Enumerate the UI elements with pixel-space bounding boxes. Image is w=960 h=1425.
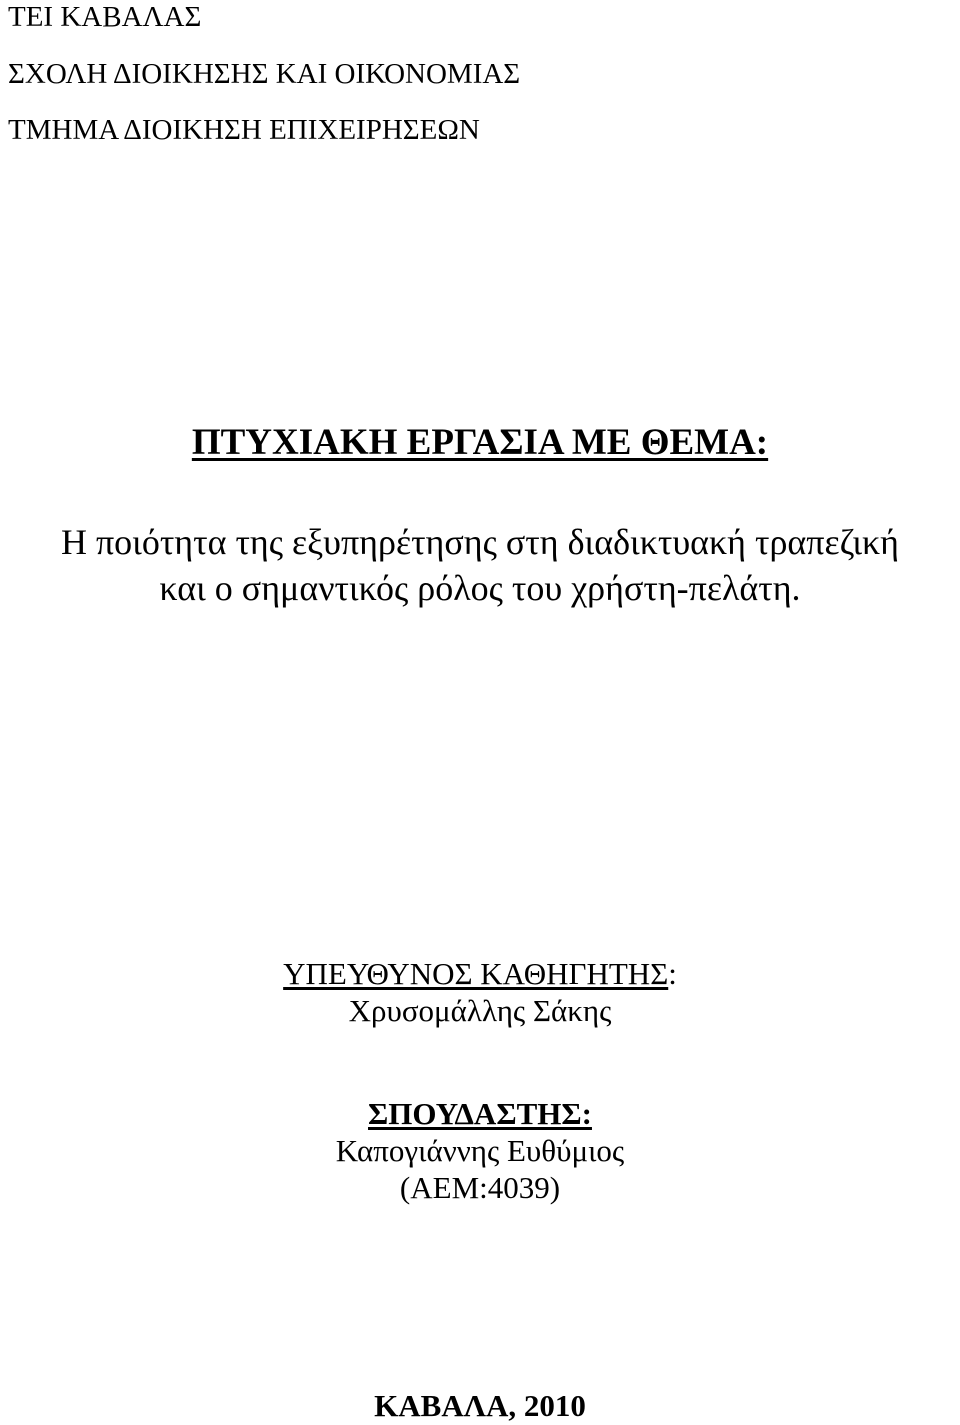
student-label-row <box>0 1098 960 1129</box>
student-name: Καπογιάννης Ευθύμιος <box>335 1133 625 1168</box>
school-name: ΣΧΟΛΗ ΔΙΟΙΚΗΣΗΣ ΚΑΙ ΟΙΚΟΝΟΜΙΑΣ <box>8 58 521 90</box>
supervisor-name: Χρυσομάλλης Σάκης <box>348 993 612 1028</box>
student-aem: (ΑΕΜ:4039) <box>399 1170 561 1205</box>
supervisor-label-colon: : <box>668 956 677 991</box>
thesis-subject-line-2: και ο σημαντικός ρόλος του χρήστη-πελάτη. <box>159 568 801 608</box>
student-label: ΣΠΟΥΔΑΣΤΗΣ: <box>368 1096 592 1131</box>
place-and-year: ΚΑΒΑΛΑ, 2010 <box>374 1388 586 1423</box>
thesis-heading: ΠΤΥΧΙΑΚΗ ΕΡΓΑΣΙΑ ΜΕ ΘΕΜΑ: <box>191 422 769 463</box>
department-name: ΤΜΗΜΑ ΔΙΟΙΚΗΣΗ ΕΠΙΧΕΙΡΗΣΕΩΝ <box>8 114 480 146</box>
supervisor-label-row <box>0 958 960 989</box>
institution-name: ΤΕΙ ΚΑΒΑΛΑΣ <box>8 1 202 33</box>
thesis-subject-line-1: Η ποιότητα της εξυπηρέτησης στη διαδικτυακή τραπεζική <box>60 522 900 562</box>
supervisor-label: ΥΠΕΥΘΥΝΟΣ ΚΑΘΗΓΗΤΗΣ <box>283 956 669 991</box>
